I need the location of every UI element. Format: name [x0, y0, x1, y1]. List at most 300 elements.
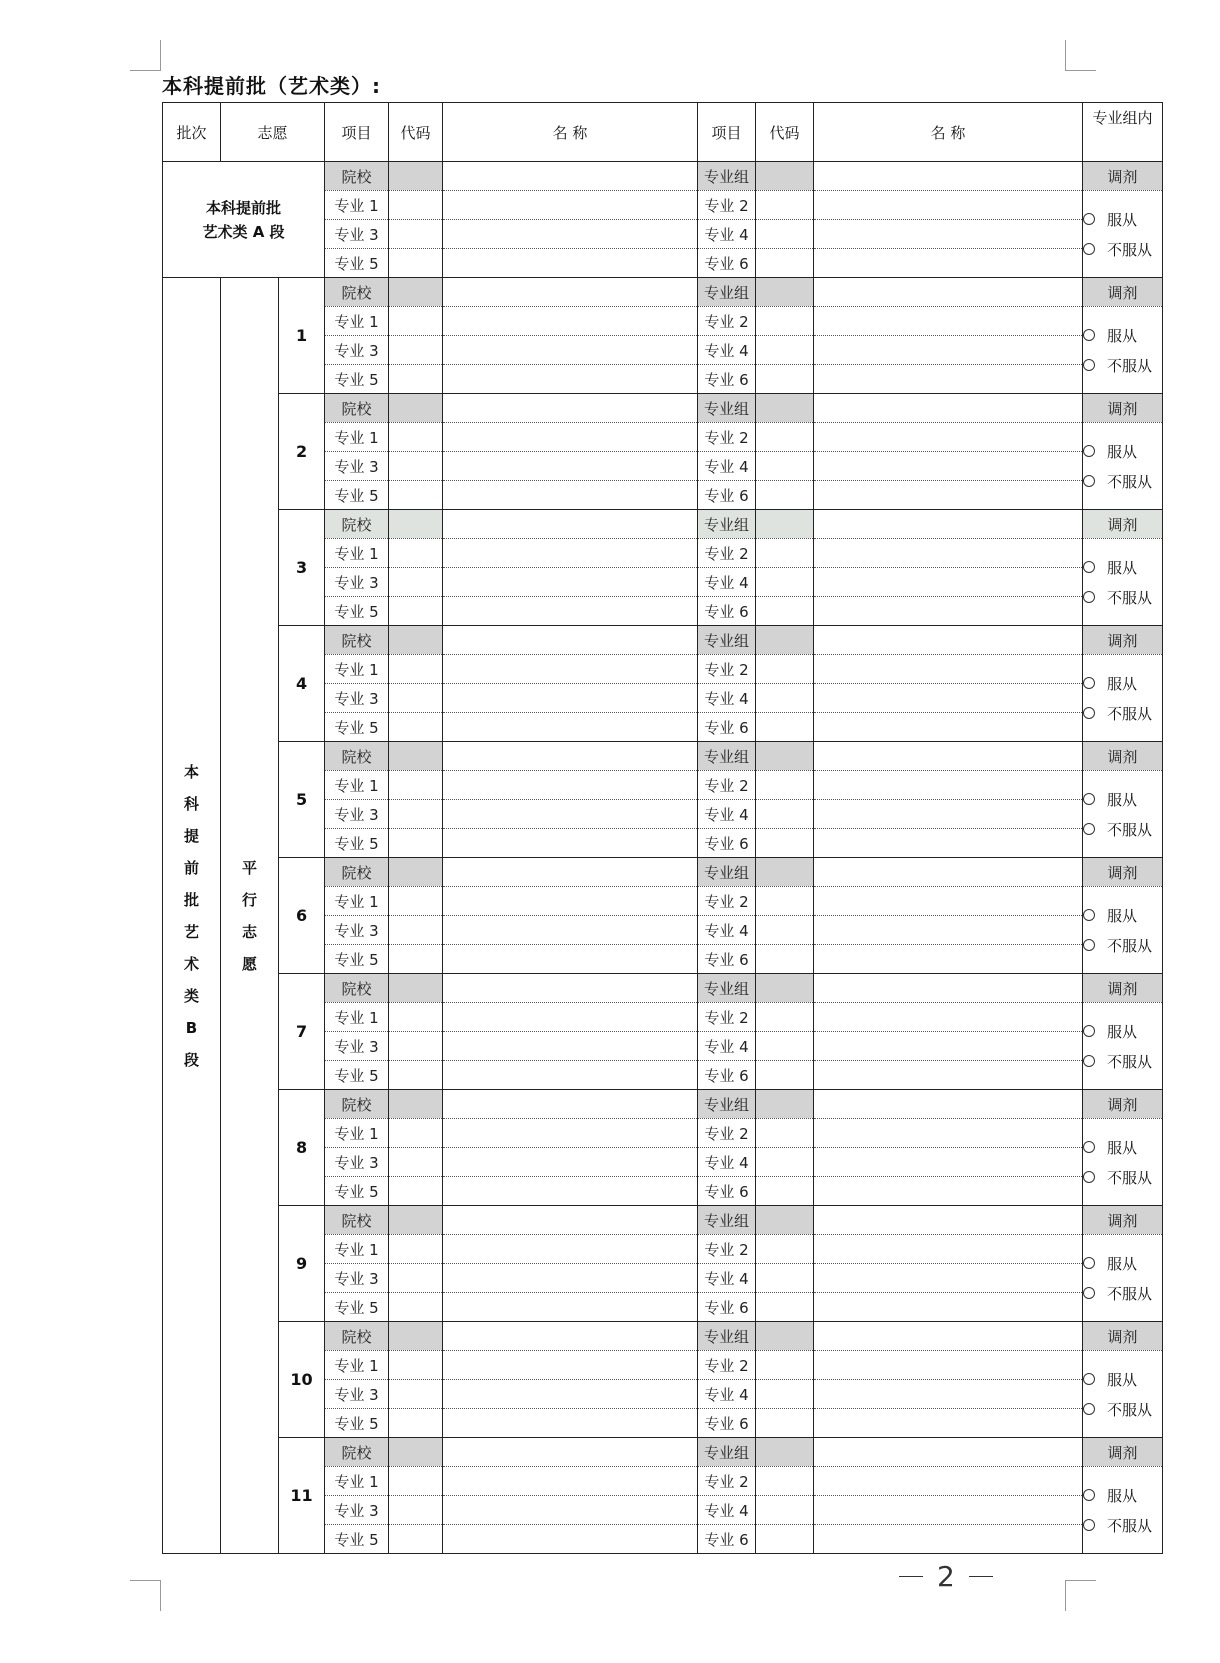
- school-code-input[interactable]: [389, 162, 443, 191]
- major-code-input[interactable]: [756, 249, 814, 278]
- major-code-input[interactable]: [389, 423, 443, 452]
- major-code-input[interactable]: [756, 220, 814, 249]
- school-code-input[interactable]: [389, 278, 443, 307]
- major-name-input[interactable]: [814, 365, 1083, 394]
- major-name-input[interactable]: [443, 597, 698, 626]
- group-code-input[interactable]: [756, 394, 814, 423]
- not-obey-radio[interactable]: [1083, 1055, 1095, 1067]
- major-name-input[interactable]: [814, 452, 1083, 481]
- major-code-input[interactable]: [756, 713, 814, 742]
- major-name-input[interactable]: [814, 307, 1083, 336]
- major-label: 专业 5: [325, 597, 389, 626]
- obey-option[interactable]: [1083, 784, 1162, 814]
- major-label: 专业 1: [325, 1351, 389, 1380]
- major-name-input[interactable]: [443, 220, 698, 249]
- table-header-row: [163, 103, 1163, 162]
- school-code-input[interactable]: [389, 394, 443, 423]
- adjust-options: [1083, 771, 1163, 858]
- not-obey-option[interactable]: [1083, 698, 1162, 728]
- not-obey-option[interactable]: [1083, 1510, 1162, 1540]
- major-label: 专业 4: [698, 1264, 756, 1293]
- obey-radio[interactable]: [1083, 793, 1095, 805]
- not-obey-radio[interactable]: [1083, 1519, 1095, 1531]
- major-code-input[interactable]: [389, 1264, 443, 1293]
- section-b-char: 艺: [183, 922, 199, 941]
- wish-number: 10: [279, 1322, 325, 1438]
- major-label: 专业 4: [698, 220, 756, 249]
- major-name-input[interactable]: [443, 481, 698, 510]
- not-obey-option[interactable]: [1083, 814, 1162, 844]
- major-code-input[interactable]: [756, 684, 814, 713]
- not-obey-option[interactable]: [1083, 1394, 1162, 1424]
- group-name-input[interactable]: [814, 510, 1083, 539]
- major-code-input[interactable]: [756, 916, 814, 945]
- school-code-input[interactable]: [389, 1090, 443, 1119]
- wish-number: 1: [279, 278, 325, 394]
- major-name-input[interactable]: [443, 568, 698, 597]
- major-name-input[interactable]: [443, 684, 698, 713]
- group-name-input[interactable]: [814, 974, 1083, 1003]
- major-name-input[interactable]: [443, 539, 698, 568]
- group-code-input[interactable]: [756, 1206, 814, 1235]
- major-code-input[interactable]: [756, 655, 814, 684]
- major-name-input[interactable]: [814, 1409, 1083, 1438]
- group-code-input[interactable]: [756, 858, 814, 887]
- major-code-input[interactable]: [756, 1119, 814, 1148]
- obey-radio[interactable]: [1083, 445, 1095, 457]
- major-label: 专业 4: [698, 684, 756, 713]
- major-name-input[interactable]: [814, 1003, 1083, 1032]
- not-obey-label: 不服从: [1107, 936, 1153, 955]
- major-name-input[interactable]: [443, 307, 698, 336]
- major-code-input[interactable]: [389, 539, 443, 568]
- major-name-input[interactable]: [814, 568, 1083, 597]
- wish-6-row-school: [163, 858, 1163, 887]
- group-name-input[interactable]: [814, 1206, 1083, 1235]
- major-code-input[interactable]: [389, 800, 443, 829]
- major-name-input[interactable]: [814, 1235, 1083, 1264]
- major-name-input[interactable]: [443, 191, 698, 220]
- obey-option[interactable]: [1083, 1480, 1162, 1510]
- major-name-input[interactable]: [814, 1032, 1083, 1061]
- obey-radio[interactable]: [1083, 561, 1095, 573]
- school-name-input[interactable]: [443, 1090, 698, 1119]
- major-code-input[interactable]: [756, 1380, 814, 1409]
- major-name-input[interactable]: [443, 1496, 698, 1525]
- major-code-input[interactable]: [756, 1177, 814, 1206]
- not-obey-option[interactable]: [1083, 1278, 1162, 1308]
- group-code-input[interactable]: [756, 626, 814, 655]
- major-name-input[interactable]: [443, 1148, 698, 1177]
- not-obey-radio[interactable]: [1083, 1403, 1095, 1415]
- major-code-input[interactable]: [389, 307, 443, 336]
- major-code-input[interactable]: [389, 1351, 443, 1380]
- major-name-input[interactable]: [443, 1264, 698, 1293]
- major-name-input[interactable]: [814, 597, 1083, 626]
- parallel-char: 志: [241, 922, 257, 941]
- major-name-input[interactable]: [443, 249, 698, 278]
- not-obey-radio[interactable]: [1083, 359, 1095, 371]
- group-name-input[interactable]: [814, 162, 1083, 191]
- major-name-input[interactable]: [443, 1351, 698, 1380]
- obey-option[interactable]: [1083, 1132, 1162, 1162]
- major-code-input[interactable]: [756, 1293, 814, 1322]
- major-name-input[interactable]: [443, 800, 698, 829]
- major-code-input[interactable]: [756, 1351, 814, 1380]
- major-name-input[interactable]: [814, 1177, 1083, 1206]
- obey-radio[interactable]: [1083, 329, 1095, 341]
- not-obey-option[interactable]: [1083, 466, 1162, 496]
- major-code-input[interactable]: [389, 829, 443, 858]
- major-name-input[interactable]: [443, 1061, 698, 1090]
- group-label: 专业组: [698, 626, 756, 655]
- header-name-2: 名 称: [814, 103, 1083, 162]
- major-name-input[interactable]: [814, 220, 1083, 249]
- major-name-input[interactable]: [814, 1061, 1083, 1090]
- group-name-input[interactable]: [814, 278, 1083, 307]
- major-label: 专业 3: [325, 452, 389, 481]
- major-code-input[interactable]: [389, 597, 443, 626]
- school-code-input[interactable]: [389, 1322, 443, 1351]
- major-code-input[interactable]: [756, 307, 814, 336]
- major-code-input[interactable]: [389, 1061, 443, 1090]
- not-obey-label: 不服从: [1107, 1052, 1153, 1071]
- adjust-label: 调剂: [1083, 1090, 1163, 1119]
- group-code-input[interactable]: [756, 278, 814, 307]
- obey-option[interactable]: [1083, 1016, 1162, 1046]
- major-label: 专业 1: [325, 887, 389, 916]
- school-code-input[interactable]: [389, 1438, 443, 1467]
- major-label: 专业 4: [698, 568, 756, 597]
- obey-radio[interactable]: [1083, 677, 1095, 689]
- major-name-input[interactable]: [443, 1003, 698, 1032]
- major-name-input[interactable]: [814, 1351, 1083, 1380]
- major-label: 专业 4: [698, 1496, 756, 1525]
- major-name-input[interactable]: [814, 771, 1083, 800]
- major-name-input[interactable]: [814, 423, 1083, 452]
- major-name-input[interactable]: [814, 1380, 1083, 1409]
- major-code-input[interactable]: [756, 771, 814, 800]
- school-name-input[interactable]: [443, 394, 698, 423]
- major-code-input[interactable]: [389, 336, 443, 365]
- major-name-input[interactable]: [814, 1467, 1083, 1496]
- major-code-input[interactable]: [756, 365, 814, 394]
- major-name-input[interactable]: [443, 1119, 698, 1148]
- major-name-input[interactable]: [814, 713, 1083, 742]
- major-name-input[interactable]: [443, 1467, 698, 1496]
- major-code-input[interactable]: [389, 249, 443, 278]
- school-name-input[interactable]: [443, 278, 698, 307]
- major-code-input[interactable]: [756, 1525, 814, 1554]
- major-label: 专业 2: [698, 887, 756, 916]
- group-code-input[interactable]: [756, 510, 814, 539]
- group-code-input[interactable]: [756, 1438, 814, 1467]
- school-name-input[interactable]: [443, 1322, 698, 1351]
- major-name-input[interactable]: [443, 1032, 698, 1061]
- major-label: 专业 5: [325, 1177, 389, 1206]
- not-obey-option[interactable]: [1083, 234, 1162, 264]
- adjust-label: 调剂: [1083, 974, 1163, 1003]
- major-code-input[interactable]: [389, 655, 443, 684]
- obey-label: 服从: [1107, 326, 1138, 345]
- adjust-options: [1083, 1119, 1163, 1206]
- group-name-input[interactable]: [814, 626, 1083, 655]
- group-code-input[interactable]: [756, 1322, 814, 1351]
- major-code-input[interactable]: [756, 423, 814, 452]
- major-name-input[interactable]: [443, 1380, 698, 1409]
- school-name-input[interactable]: [443, 626, 698, 655]
- obey-radio[interactable]: [1083, 1489, 1095, 1501]
- school-name-input[interactable]: [443, 162, 698, 191]
- not-obey-radio[interactable]: [1083, 591, 1095, 603]
- wish-3-row-school: [163, 510, 1163, 539]
- major-name-input[interactable]: [814, 684, 1083, 713]
- major-code-input[interactable]: [389, 220, 443, 249]
- group-code-input[interactable]: [756, 162, 814, 191]
- major-code-input[interactable]: [389, 1380, 443, 1409]
- major-name-input[interactable]: [814, 1496, 1083, 1525]
- section-b-char: 术: [183, 954, 199, 973]
- obey-option[interactable]: [1083, 552, 1162, 582]
- major-name-input[interactable]: [814, 1119, 1083, 1148]
- corner-mark-top-left: [130, 40, 161, 71]
- group-code-input[interactable]: [756, 742, 814, 771]
- major-name-input[interactable]: [443, 452, 698, 481]
- major-code-input[interactable]: [389, 684, 443, 713]
- major-name-input[interactable]: [814, 800, 1083, 829]
- major-label: 专业 3: [325, 800, 389, 829]
- major-label: 专业 5: [325, 713, 389, 742]
- obey-option[interactable]: [1083, 668, 1162, 698]
- major-code-input[interactable]: [389, 452, 443, 481]
- major-name-input[interactable]: [814, 655, 1083, 684]
- major-code-input[interactable]: [389, 887, 443, 916]
- major-code-input[interactable]: [389, 365, 443, 394]
- major-name-input[interactable]: [443, 365, 698, 394]
- obey-option[interactable]: [1083, 1364, 1162, 1394]
- parallel-char: 愿: [241, 954, 257, 973]
- major-label: 专业 1: [325, 307, 389, 336]
- major-code-input[interactable]: [756, 336, 814, 365]
- section-b-char: 科: [183, 794, 199, 813]
- obey-radio[interactable]: [1083, 1141, 1095, 1153]
- major-code-input[interactable]: [389, 713, 443, 742]
- header-item: 项目: [325, 103, 389, 162]
- adjust-label: 调剂: [1083, 1206, 1163, 1235]
- not-obey-radio[interactable]: [1083, 707, 1095, 719]
- major-code-input[interactable]: [389, 1003, 443, 1032]
- school-code-input[interactable]: [389, 742, 443, 771]
- adjust-options: [1083, 1235, 1163, 1322]
- group-label: 专业组: [698, 1206, 756, 1235]
- major-code-input[interactable]: [756, 597, 814, 626]
- not-obey-radio[interactable]: [1083, 475, 1095, 487]
- not-obey-option[interactable]: [1083, 350, 1162, 380]
- major-code-input[interactable]: [756, 481, 814, 510]
- group-code-input[interactable]: [756, 974, 814, 1003]
- major-code-input[interactable]: [389, 945, 443, 974]
- group-name-input[interactable]: [814, 742, 1083, 771]
- major-label: 专业 6: [698, 829, 756, 858]
- school-name-input[interactable]: [443, 858, 698, 887]
- major-name-input[interactable]: [814, 945, 1083, 974]
- obey-option[interactable]: [1083, 1248, 1162, 1278]
- major-name-input[interactable]: [814, 249, 1083, 278]
- major-label: 专业 3: [325, 220, 389, 249]
- major-code-input[interactable]: [389, 771, 443, 800]
- major-code-input[interactable]: [756, 1148, 814, 1177]
- not-obey-option[interactable]: [1083, 582, 1162, 612]
- major-code-input[interactable]: [389, 1496, 443, 1525]
- school-name-input[interactable]: [443, 510, 698, 539]
- major-code-input[interactable]: [389, 1525, 443, 1554]
- major-name-input[interactable]: [814, 829, 1083, 858]
- school-name-input[interactable]: [443, 1438, 698, 1467]
- obey-radio[interactable]: [1083, 1257, 1095, 1269]
- major-name-input[interactable]: [814, 916, 1083, 945]
- major-name-input[interactable]: [814, 191, 1083, 220]
- school-code-input[interactable]: [389, 1206, 443, 1235]
- group-code-input[interactable]: [756, 1090, 814, 1119]
- group-name-input[interactable]: [814, 394, 1083, 423]
- major-code-input[interactable]: [756, 191, 814, 220]
- major-code-input[interactable]: [389, 1032, 443, 1061]
- major-label: 专业 2: [698, 1003, 756, 1032]
- wish-11-row-school: [163, 1438, 1163, 1467]
- not-obey-option[interactable]: [1083, 930, 1162, 960]
- major-code-input[interactable]: [756, 1496, 814, 1525]
- group-name-input[interactable]: [814, 858, 1083, 887]
- group-name-input[interactable]: [814, 1090, 1083, 1119]
- obey-radio[interactable]: [1083, 213, 1095, 225]
- group-label: 专业组: [698, 510, 756, 539]
- school-name-input[interactable]: [443, 974, 698, 1003]
- major-label: 专业 2: [698, 191, 756, 220]
- major-name-input[interactable]: [814, 887, 1083, 916]
- major-name-input[interactable]: [443, 1235, 698, 1264]
- major-name-input[interactable]: [443, 1525, 698, 1554]
- group-name-input[interactable]: [814, 1438, 1083, 1467]
- major-code-input[interactable]: [756, 1061, 814, 1090]
- obey-option[interactable]: [1083, 900, 1162, 930]
- not-obey-radio[interactable]: [1083, 1171, 1095, 1183]
- adjust-label: 调剂: [1083, 510, 1163, 539]
- adjust-options: [1083, 307, 1163, 394]
- obey-radio[interactable]: [1083, 909, 1095, 921]
- wish-number: 11: [279, 1438, 325, 1554]
- major-name-input[interactable]: [443, 655, 698, 684]
- major-code-input[interactable]: [756, 829, 814, 858]
- major-code-input[interactable]: [756, 452, 814, 481]
- major-code-input[interactable]: [756, 887, 814, 916]
- major-code-input[interactable]: [756, 945, 814, 974]
- major-code-input[interactable]: [389, 568, 443, 597]
- major-name-input[interactable]: [443, 829, 698, 858]
- major-code-input[interactable]: [756, 1467, 814, 1496]
- major-code-input[interactable]: [389, 1235, 443, 1264]
- major-code-input[interactable]: [389, 1467, 443, 1496]
- obey-radio[interactable]: [1083, 1025, 1095, 1037]
- school-name-input[interactable]: [443, 742, 698, 771]
- major-code-input[interactable]: [389, 1409, 443, 1438]
- major-name-input[interactable]: [443, 916, 698, 945]
- obey-radio[interactable]: [1083, 1373, 1095, 1385]
- major-name-input[interactable]: [814, 1148, 1083, 1177]
- major-code-input[interactable]: [389, 481, 443, 510]
- major-code-input[interactable]: [756, 1235, 814, 1264]
- not-obey-option[interactable]: [1083, 1162, 1162, 1192]
- not-obey-radio[interactable]: [1083, 823, 1095, 835]
- school-label: 院校: [325, 162, 389, 191]
- school-code-input[interactable]: [389, 858, 443, 887]
- not-obey-radio[interactable]: [1083, 243, 1095, 255]
- school-label: 院校: [325, 858, 389, 887]
- obey-option[interactable]: [1083, 436, 1162, 466]
- major-name-input[interactable]: [443, 887, 698, 916]
- major-label: 专业 3: [325, 684, 389, 713]
- major-name-input[interactable]: [443, 423, 698, 452]
- school-code-input[interactable]: [389, 974, 443, 1003]
- major-name-input[interactable]: [814, 1293, 1083, 1322]
- major-name-input[interactable]: [814, 1264, 1083, 1293]
- major-name-input[interactable]: [443, 713, 698, 742]
- major-code-input[interactable]: [389, 1177, 443, 1206]
- major-code-input[interactable]: [756, 1003, 814, 1032]
- major-code-input[interactable]: [389, 191, 443, 220]
- major-label: 专业 6: [698, 1177, 756, 1206]
- major-label: 专业 6: [698, 481, 756, 510]
- school-code-input[interactable]: [389, 626, 443, 655]
- wish-number: 5: [279, 742, 325, 858]
- major-name-input[interactable]: [814, 481, 1083, 510]
- not-obey-label: 不服从: [1107, 820, 1153, 839]
- not-obey-radio[interactable]: [1083, 939, 1095, 951]
- major-code-input[interactable]: [756, 568, 814, 597]
- major-name-input[interactable]: [443, 1293, 698, 1322]
- not-obey-option[interactable]: [1083, 1046, 1162, 1076]
- major-label: 专业 1: [325, 1467, 389, 1496]
- major-code-input[interactable]: [756, 800, 814, 829]
- school-name-input[interactable]: [443, 1206, 698, 1235]
- major-name-input[interactable]: [443, 771, 698, 800]
- major-code-input[interactable]: [756, 1032, 814, 1061]
- major-name-input[interactable]: [814, 1525, 1083, 1554]
- major-code-input[interactable]: [756, 539, 814, 568]
- major-name-input[interactable]: [443, 1409, 698, 1438]
- major-label: 专业 2: [698, 1467, 756, 1496]
- group-name-input[interactable]: [814, 1322, 1083, 1351]
- major-code-input[interactable]: [756, 1409, 814, 1438]
- major-code-input[interactable]: [389, 1119, 443, 1148]
- major-label: 专业 3: [325, 1032, 389, 1061]
- section-b-char: 类: [183, 986, 199, 1005]
- major-code-input[interactable]: [756, 1264, 814, 1293]
- major-code-input[interactable]: [389, 1293, 443, 1322]
- major-name-input[interactable]: [814, 336, 1083, 365]
- section-a-row-school: [163, 162, 1163, 191]
- major-code-input[interactable]: [389, 1148, 443, 1177]
- not-obey-radio[interactable]: [1083, 1287, 1095, 1299]
- major-name-input[interactable]: [443, 336, 698, 365]
- obey-option[interactable]: [1083, 320, 1162, 350]
- major-name-input[interactable]: [443, 1177, 698, 1206]
- major-label: 专业 3: [325, 1380, 389, 1409]
- school-code-input[interactable]: [389, 510, 443, 539]
- major-name-input[interactable]: [814, 539, 1083, 568]
- major-code-input[interactable]: [389, 916, 443, 945]
- obey-option[interactable]: [1083, 204, 1162, 234]
- major-name-input[interactable]: [443, 945, 698, 974]
